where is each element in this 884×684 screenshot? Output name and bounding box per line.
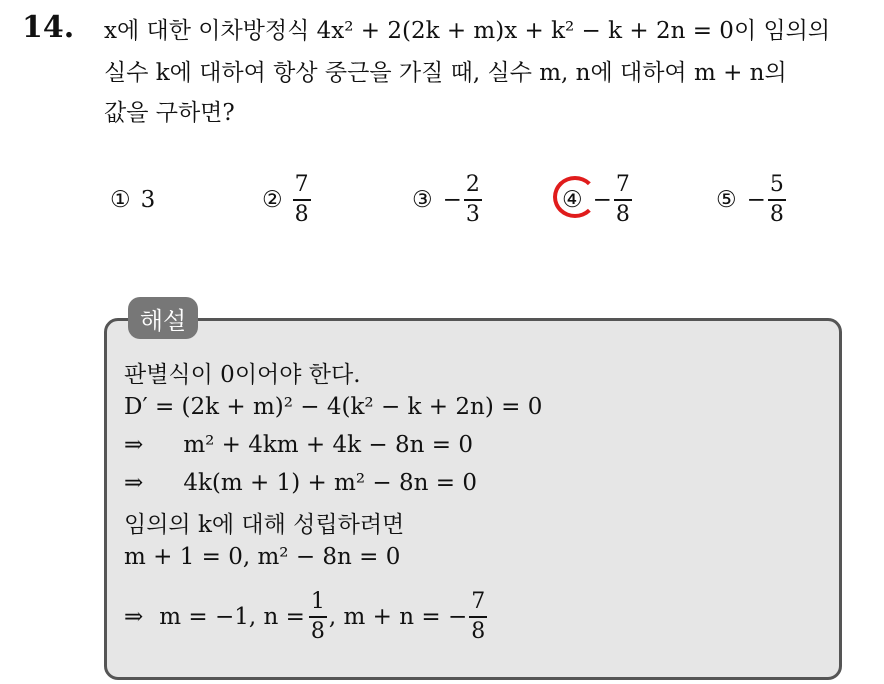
fraction-one-eighth xyxy=(309,590,327,644)
fraction-denominator: 8 xyxy=(471,618,486,644)
choice-2-numerator: 7 xyxy=(294,172,309,198)
solution-line-3 xyxy=(124,432,473,458)
choice-3-fraction xyxy=(464,173,482,227)
choice-3-denominator: 3 xyxy=(465,201,480,227)
selection-ring xyxy=(553,176,597,218)
choice-4-sign: − xyxy=(592,187,612,213)
solution-line-4-eq: 4k(m + 1) + m² − 8n = 0 xyxy=(183,470,477,496)
question-number: 14. xyxy=(22,10,75,45)
choice-5-fraction xyxy=(768,173,786,227)
choice-3-mark: ③ xyxy=(412,187,433,213)
choice-1[interactable] xyxy=(110,170,155,230)
choice-2-denominator: 8 xyxy=(294,201,309,227)
choice-5-sign: − xyxy=(746,187,766,213)
solution-line-2: D′ = (2k + m)² − 4(k² − k + 2n) = 0 xyxy=(124,394,543,420)
solution-line-7-part-a: m = −1, n = xyxy=(159,603,305,630)
question-line-2: 실수 k에 대하여 항상 중근을 가질 때, 실수 m, n에 대하여 m + n의 xyxy=(104,60,787,86)
choice-2[interactable] xyxy=(262,170,311,230)
fraction-numerator: 7 xyxy=(471,589,486,614)
implies-arrow: ⇒ xyxy=(124,470,144,496)
choice-4-mark: ④ xyxy=(562,187,583,213)
solution-line-7-part-b: , m + n = − xyxy=(328,603,468,630)
choice-1-mark: ① xyxy=(110,187,131,213)
choice-2-fraction xyxy=(293,173,311,227)
solution-line-3-eq: m² + 4km + 4k − 8n = 0 xyxy=(183,432,473,458)
choice-5-numerator: 5 xyxy=(769,172,784,198)
choice-4-fraction xyxy=(614,173,632,227)
choice-4-numerator: 7 xyxy=(615,172,630,198)
choice-5-denominator: 8 xyxy=(769,201,784,227)
choice-3-numerator: 2 xyxy=(465,172,480,198)
solution-line-7 xyxy=(124,590,487,644)
implies-arrow: ⇒ xyxy=(124,603,144,630)
choice-3-sign: − xyxy=(442,187,462,213)
solution-line-4 xyxy=(124,470,477,496)
choice-4-denominator: 8 xyxy=(615,201,630,227)
solution-line-6: m + 1 = 0, m² − 8n = 0 xyxy=(124,544,401,570)
question-line-3: 값을 구하면? xyxy=(104,100,235,126)
choice-3[interactable] xyxy=(412,170,482,230)
fraction-seven-eighths xyxy=(469,590,487,644)
choice-1-value: 3 xyxy=(140,187,156,213)
choice-5[interactable] xyxy=(716,170,786,230)
solution-line-1: 판별식이 0이어야 한다. xyxy=(124,362,361,388)
solution-tag: 해설 xyxy=(128,297,198,339)
choice-5-mark: ⑤ xyxy=(716,187,737,213)
solution-line-5: 임의의 k에 대해 성립하려면 xyxy=(124,512,405,538)
question-line-1: x에 대한 이차방정식 4x² + 2(2k + m)x + k² − k + 2n = 0이 임의의 xyxy=(104,18,831,44)
choice-2-mark: ② xyxy=(262,187,283,213)
fraction-numerator: 1 xyxy=(310,589,325,614)
fraction-denominator: 8 xyxy=(310,618,325,644)
implies-arrow: ⇒ xyxy=(124,432,144,458)
